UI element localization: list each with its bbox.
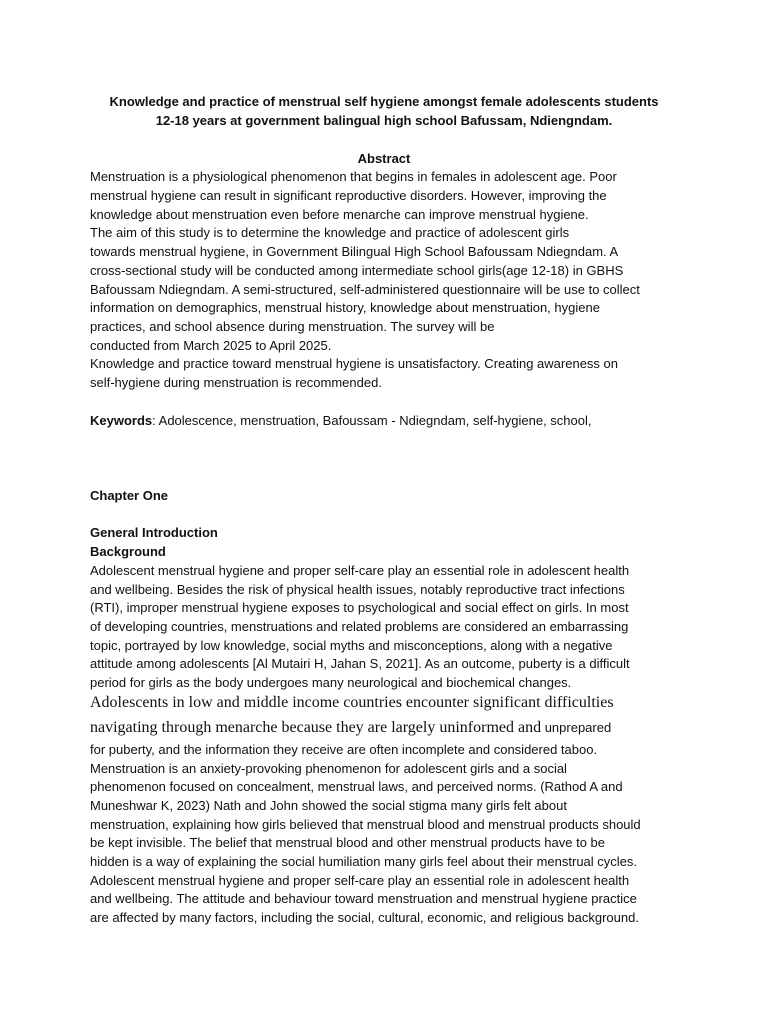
body-line: Adolescent menstrual hygiene and proper self-care play an essential role in adolescent health <box>90 563 630 578</box>
chapter-heading: Chapter One <box>90 488 169 503</box>
body-serif-tail: unprepared <box>541 720 612 735</box>
body-serif-text: navigating through menarche because they are largely uninformed and <box>90 719 542 736</box>
body-line: (RTI), improper menstrual hygiene exposes to psychological and social effect on girls. In most <box>90 600 629 615</box>
abstract-line: menstrual hygiene can result in significant reproductive disorders. However, improving the <box>90 188 607 203</box>
abstract-line: cross-sectional study will be conducted among intermediate school girls(age 12-18) in GBHS <box>90 263 624 278</box>
document-title-line-1: Knowledge and practice of menstrual self hygiene amongst female adolescents students <box>109 94 659 109</box>
body-line: attitude among adolescents [Al Mutairi H, Jahan S, 2021]. As an outcome, puberty is a difficult <box>90 656 630 671</box>
body-serif-line: Adolescents in low and middle income countries encounter significant difficulties <box>90 694 614 711</box>
body-line: and wellbeing. Besides the risk of physical health issues, notably reproductive tract infections <box>90 582 625 597</box>
body-line: period for girls as the body undergoes many neurological and biochemical changes. <box>90 675 572 690</box>
abstract-line: self-hygiene during menstruation is recommended. <box>90 375 382 390</box>
body-line: and wellbeing. The attitude and behaviour toward menstruation and menstrual hygiene practice <box>90 891 637 906</box>
body-line: hidden is a way of explaining the social humiliation many girls feel about their menstrual cycles. <box>90 854 638 869</box>
abstract-line: The aim of this study is to determine the knowledge and practice of adolescent girls <box>90 225 570 240</box>
subsection-heading: Background <box>90 544 166 559</box>
abstract-heading: Abstract <box>357 151 411 166</box>
abstract-line: Bafoussam Ndiegndam. A semi-structured, self-administered questionnaire will be use to collect <box>90 282 640 297</box>
abstract-line: towards menstrual hygiene, in Government Bilingual High School Bafoussam Ndiegndam. A <box>90 244 619 259</box>
body-line: of developing countries, menstruations and related problems are considered an embarrassing <box>90 619 629 634</box>
body-serif-line <box>90 717 611 739</box>
section-heading: General Introduction <box>90 525 218 540</box>
body-line: Menstruation is an anxiety-provoking phenomenon for adolescent girls and a social <box>90 761 567 776</box>
abstract-line: information on demographics, menstrual history, knowledge about menstruation, hygiene <box>90 300 600 315</box>
body-line: be kept invisible. The belief that menstrual blood and other menstrual products have to be <box>90 835 606 850</box>
keywords-line <box>90 411 592 430</box>
abstract-line: Menstruation is a physiological phenomenon that begins in females in adolescent age. Poor <box>90 169 617 184</box>
body-line: phenomenon focused on concealment, menstrual laws, and perceived norms. (Rathod A and <box>90 779 623 794</box>
abstract-line: knowledge about menstruation even before menarche can improve menstrual hygiene. <box>90 207 589 222</box>
body-line: are affected by many factors, including the social, cultural, economic, and religious background. <box>90 910 639 925</box>
abstract-line: practices, and school absence during menstruation. The survey will be <box>90 319 495 334</box>
body-line: for puberty, and the information they receive are often incomplete and considered taboo. <box>90 742 598 757</box>
abstract-line: Knowledge and practice toward menstrual hygiene is unsatisfactory. Creating awareness on <box>90 356 618 371</box>
body-line: topic, portrayed by low knowledge, social myths and misconceptions, along with a negative <box>90 638 613 653</box>
document-title-line-2: 12-18 years at government balingual high school Bafussam, Ndiengndam. <box>155 113 613 128</box>
body-line: menstruation, explaining how girls believed that menstrual blood and menstrual products should <box>90 817 641 832</box>
body-line: Adolescent menstrual hygiene and proper self-care play an essential role in adolescent health <box>90 873 630 888</box>
body-line: Muneshwar K, 2023) Nath and John showed the social stigma many girls felt about <box>90 798 567 813</box>
abstract-line: conducted from March 2025 to April 2025. <box>90 338 332 353</box>
keywords-text: : Adolescence, menstruation, Bafoussam - Ndiegndam, self-hygiene, school, <box>152 413 592 428</box>
keywords-label: Keywords <box>90 413 153 428</box>
